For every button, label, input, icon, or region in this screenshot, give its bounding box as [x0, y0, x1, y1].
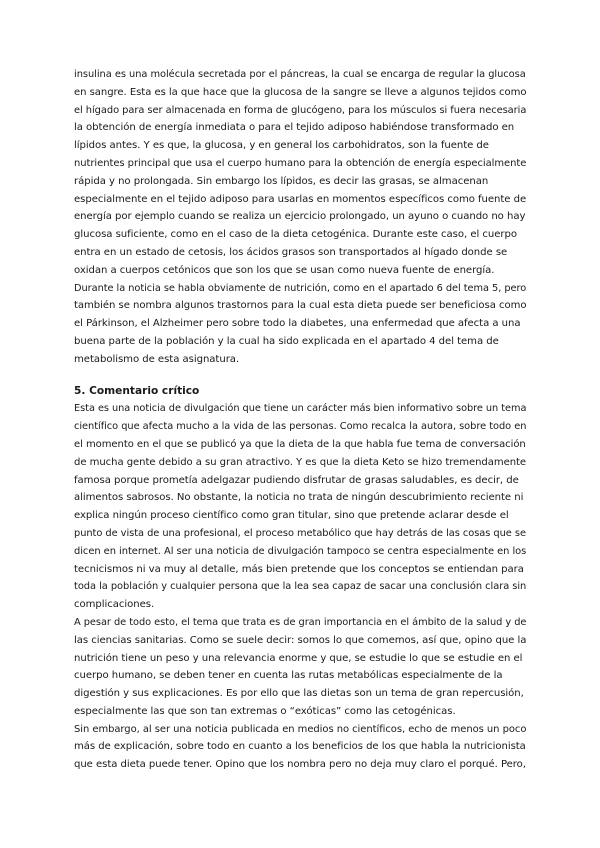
text-line: punto de vista de una profesional, el proceso metabólico que hay detrás de las cosas que se: [74, 527, 526, 539]
text-line: buena parte de la población y la cual ha sido explicada en el apartado 4 del tema de: [74, 335, 499, 347]
paragraph-nutrition-topics: [74, 280, 526, 369]
text-line: glucosa suficiente, como en el caso de la dieta cetogénica. Durante este caso, el cuerpo: [74, 229, 517, 241]
text-line: más de explicación, sobre todo en cuanto a los beneficios de los que habla la nutricionista: [74, 741, 526, 753]
text-line: las ciencias sanitarias. Como se suele decir: somos lo que comemos, así que, opino que la: [74, 634, 527, 646]
text-line: nutrientes principal que usa el cuerpo humano para la obtención de energía especialmente: [74, 157, 527, 169]
text-line: Durante la noticia se habla obviamente de nutrición, como en el apartado 6 del tema 5, pero: [74, 282, 527, 294]
text-line: especialmente en el tejido adiposo para usarlas en momentos específicos como fuente de: [74, 193, 527, 205]
text-line: también se nombra algunos trastornos para la cual esta dieta puede ser beneficiosa como: [74, 300, 527, 312]
text-line: en sangre. Esta es la que hace que la glucosa de la sangre se lleve a algunos tejidos como: [74, 86, 527, 98]
text-line: tecnicismos ni va muy al detalle, más bien pretende que los conceptos se entiendan para: [74, 563, 524, 575]
text-line: rápida y no prolongada. Sin embargo los lípidos, es decir las grasas, se almacenan: [74, 175, 489, 187]
text-line: Esta es una noticia de divulgación que tiene un carácter más bien informativo sobre un tema: [74, 403, 527, 415]
paragraph-importance: [74, 614, 526, 721]
section-gap: [74, 369, 526, 383]
paragraph-critical-comment: [74, 400, 526, 614]
text-line: la obtención de energía inmediata o para el tejido adiposo habiéndose transformado en: [74, 122, 515, 134]
text-line: energía por ejemplo cuando se realiza un ejercicio prolongado, un ayuno o cuando no hay: [74, 211, 526, 223]
text-line: el hígado para ser almacenada en forma de glucógeno, para los músculos si fuera necesaria: [74, 104, 527, 116]
text-line: entra en un estado de cetosis, los ácidos grasos son transportados al hígado donde se: [74, 246, 508, 258]
text-line: cuerpo humano, se deben tener en cuenta las rutas metabólicas especialmente de la: [74, 670, 503, 682]
paragraph-metabolism: [74, 66, 526, 280]
text-line: digestión y sus explicaciones. Es por ello que las dietas son un tema de gran repercusión,: [74, 688, 524, 700]
paragraph-lacking-explanation: [74, 721, 526, 774]
text-line: Sin embargo, al ser una noticia publicada en medios no científicos, echo de menos un poco: [74, 723, 527, 735]
text-line: lípidos antes. Y es que, la glucosa, y en general los carbohidratos, son la fuente de: [74, 140, 489, 152]
text-line: explica ningún proceso científico como gran titular, sino que pretende aclarar desde el: [74, 510, 509, 522]
document-page: [74, 66, 526, 774]
text-line: el momento en el que se publicó ya que la dieta de la que habla fue tema de conversación: [74, 438, 526, 450]
text-line: famosa porque prometía adelgazar pudiendo disfrutar de grasas saludables, es decir, de: [74, 474, 519, 486]
text-line: el Párkinson, el Alzheimer pero sobre todo la diabetes, una enfermedad que afecta a una: [74, 318, 521, 330]
text-line: especialmente las que son tan extremas o “exóticas” como las cetogénicas.: [74, 705, 456, 717]
text-line: A pesar de todo esto, el tema que trata es de gran importancia en el ámbito de la salud y de: [74, 616, 527, 628]
text-line: de mucha gente debido a su gran atractivo. Y es que la dieta Keto se hizo tremendamente: [74, 456, 527, 468]
text-line: insulina es una molécula secretada por el páncreas, la cual se encarga de regular la glucosa: [74, 69, 526, 80]
text-line: alimentos sabrosos. No obstante, la noticia no trata de ningún descubrimiento reciente ni: [74, 492, 524, 504]
text-line: metabolismo de esta asignatura.: [74, 353, 240, 365]
section-heading: 5. Comentario crítico: [74, 384, 200, 397]
text-line: científico que afecta mucho a la vida de las personas. Como recalca la autora, sobre todo en: [74, 421, 527, 433]
text-line: oxidan a cuerpos cetónicos que son los que se usan como nueva fuente de energía.: [74, 264, 495, 276]
text-line: nutrición tiene un peso y una relevancia enorme y que, se estudie lo que se estudie en el: [74, 652, 523, 664]
text-line: dicen en internet. Al ser una noticia de divulgación tampoco se centra especialmente en los: [74, 545, 527, 557]
text-line: toda la población y cualquier persona que la lea sea capaz de sacar una conclusión clara sin: [74, 581, 527, 593]
text-line: complicaciones.: [74, 599, 155, 611]
text-line: que esta dieta puede tener. Opino que los nombra pero no deja muy claro el porqué. Pero,: [74, 759, 526, 771]
